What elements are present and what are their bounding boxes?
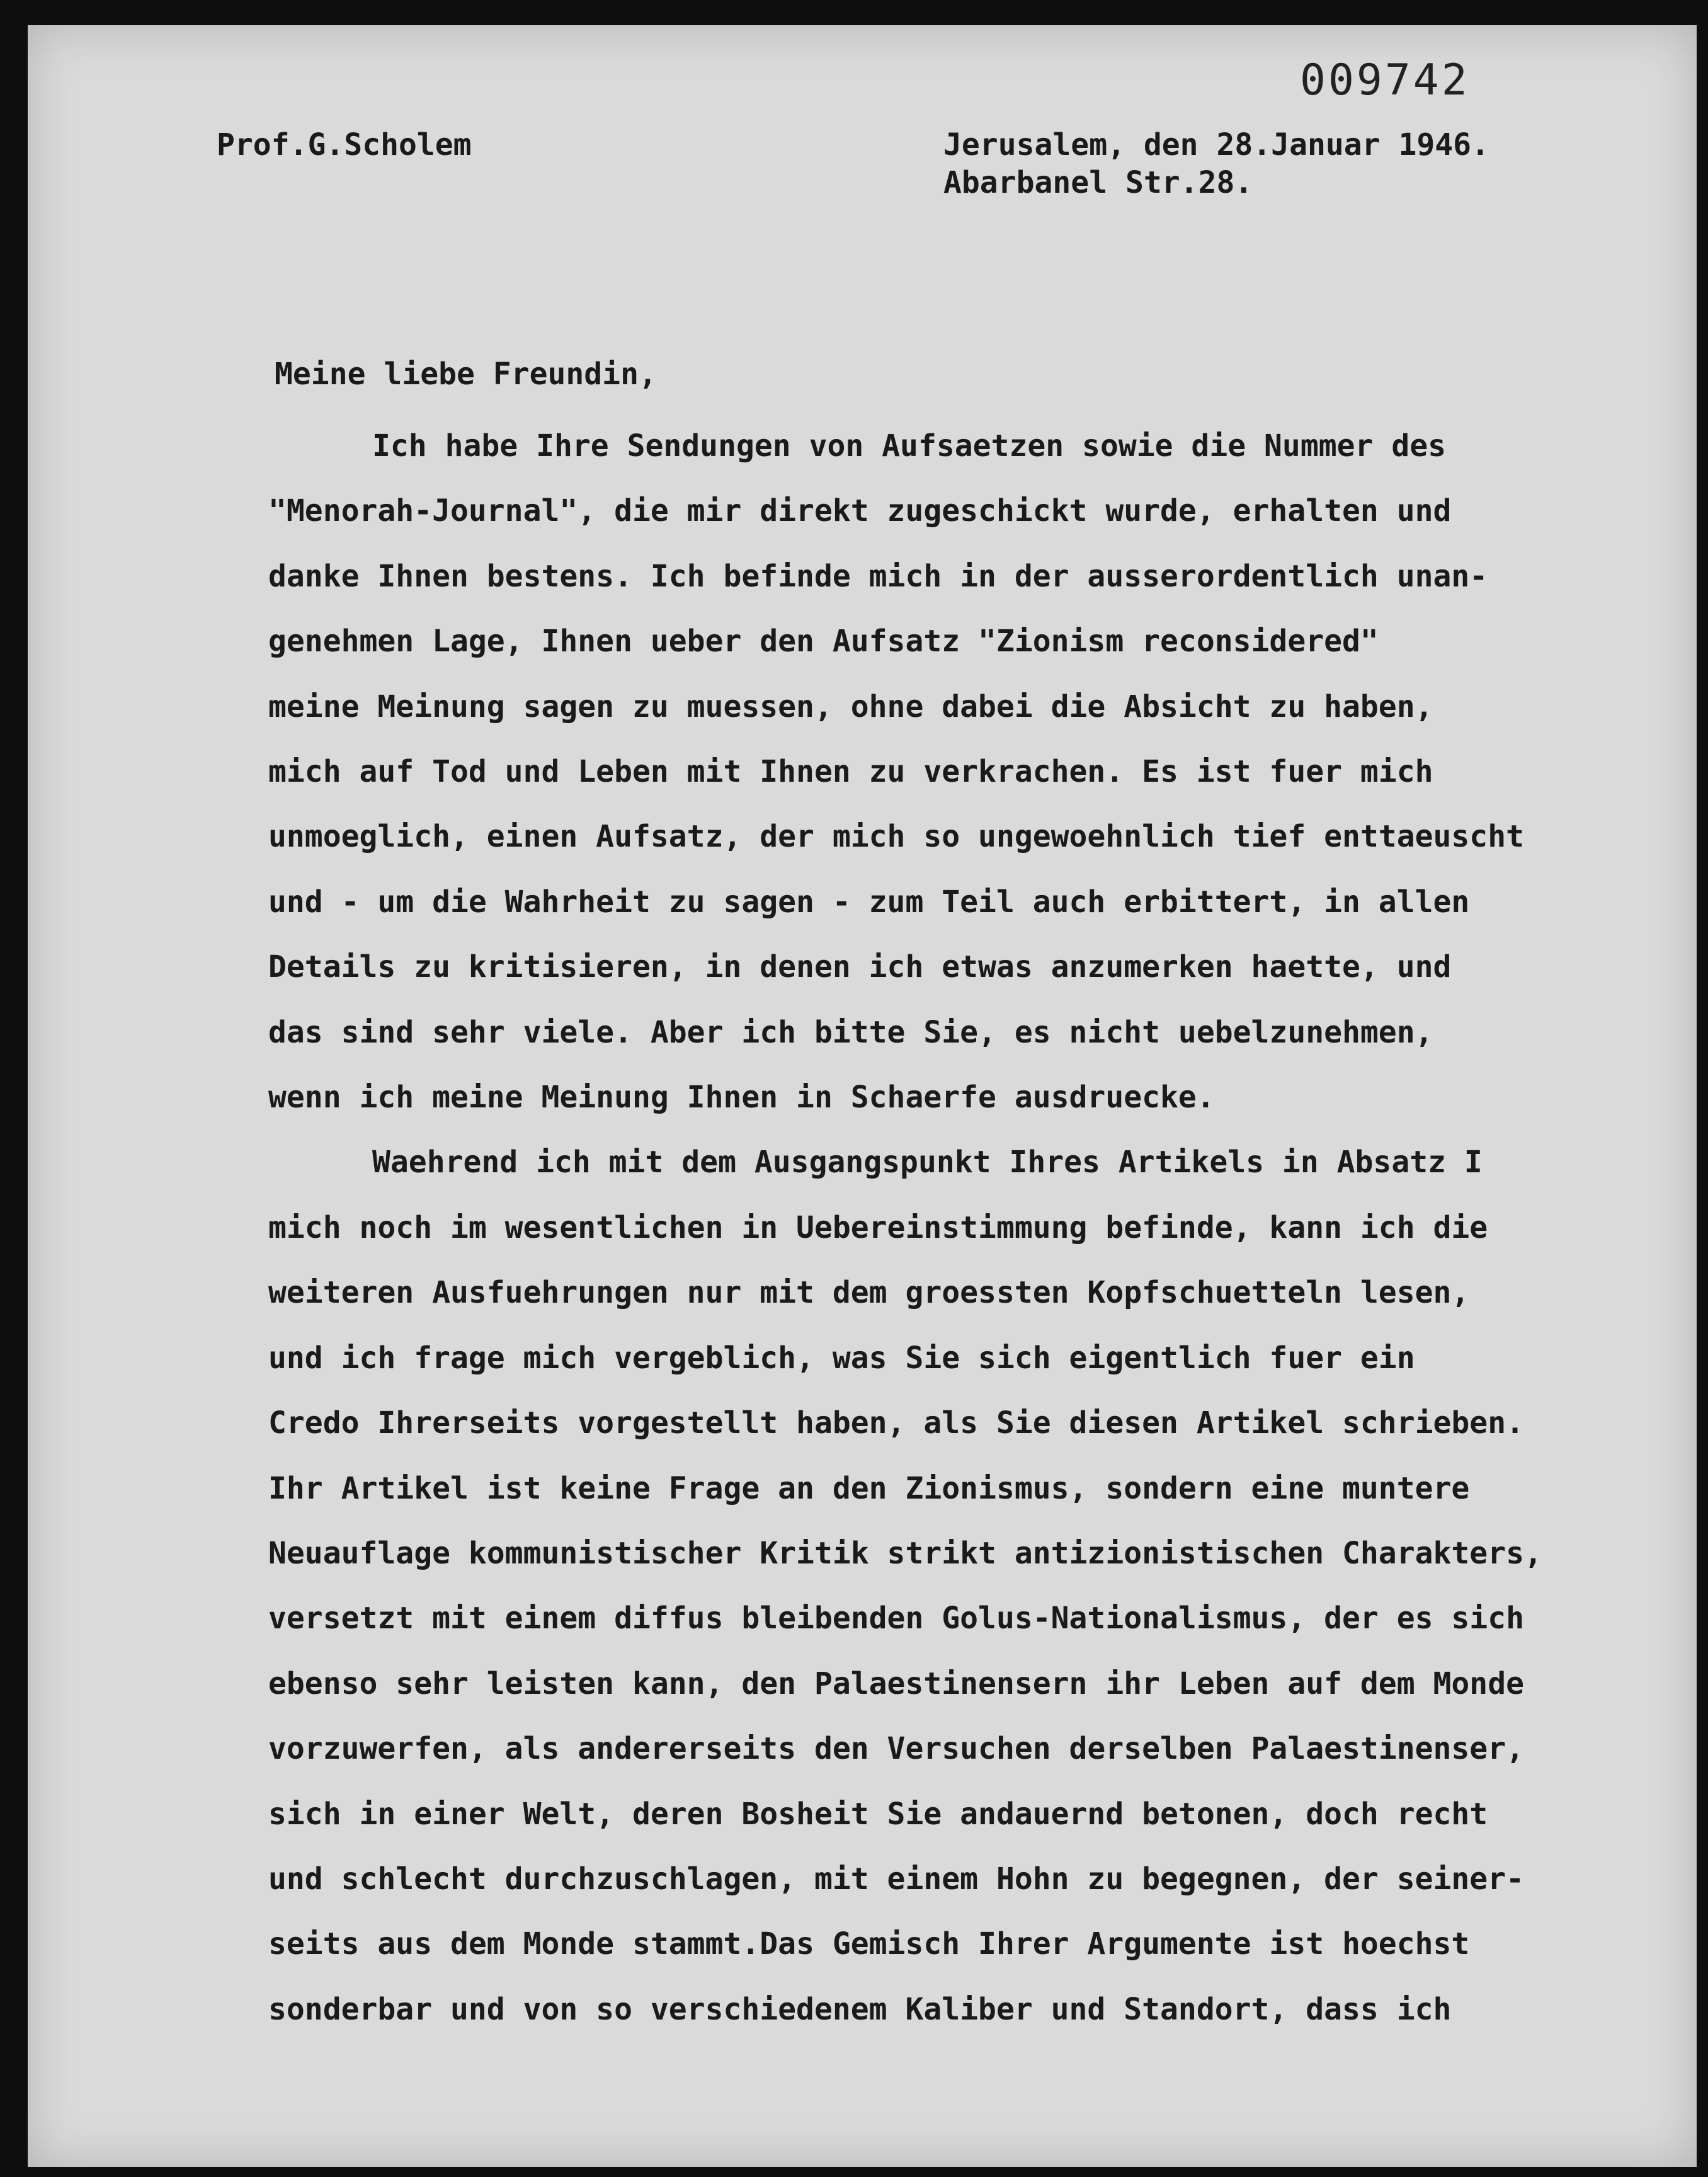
salutation: Meine liebe Freundin, [275, 357, 657, 392]
body-line: "Menorah-Journal", die mir direkt zugeschickt wurde, erhalten und [268, 493, 1452, 529]
body-line: versetzt mit einem diffus bleibenden Golus-Nationalismus, der es sich [268, 1601, 1524, 1637]
body-line: weiteren Ausfuehrungen nur mit dem groessten Kopfschuetteln lesen, [268, 1275, 1470, 1311]
body-line: mich noch im wesentlichen in Uebereinstimmung befinde, kann ich die [268, 1209, 1488, 1245]
body-line: unmoeglich, einen Aufsatz, der mich so ungewoehnlich tief enttaeuscht [268, 819, 1524, 855]
body-line: Waehrend ich mit dem Ausgangspunkt Ihres Artikels in Absatz I [372, 1145, 1483, 1180]
body-line: ebenso sehr leisten kann, den Palaestinensern ihr Leben auf dem Monde [268, 1666, 1524, 1701]
body-line: und schlecht durchzuschlagen, mit einem Hohn zu begegnen, der seiner- [268, 1861, 1524, 1897]
sender-name: Prof.G.Scholem [217, 127, 472, 163]
body-line: Ich habe Ihre Sendungen von Aufsaetzen sowie die Nummer des [372, 428, 1447, 464]
body-line: danke Ihnen bestens. Ich befinde mich in der ausserordentlich unan- [268, 558, 1488, 594]
body-line: Ihr Artikel ist keine Frage an den Zionismus, sondern eine muntere [268, 1470, 1470, 1506]
body-line: Credo Ihrerseits vorgestellt haben, als Sie diesen Artikel schrieben. [268, 1405, 1524, 1441]
body-line: mich auf Tod und Leben mit Ihnen zu verkrachen. Es ist fuer mich [268, 754, 1433, 790]
body-line: genehmen Lage, Ihnen ueber den Aufsatz "Zionism reconsidered" [268, 624, 1379, 660]
body-line: Details zu kritisieren, in denen ich etwas anzumerken haette, und [268, 949, 1452, 985]
letter-body [268, 414, 1654, 2042]
body-line: meine Meinung sagen zu muessen, ohne dabei die Absicht zu haben, [268, 689, 1433, 724]
body-line: vorzuwerfen, als andererseits den Versuchen derselben Palaestinenser, [268, 1731, 1524, 1767]
body-line: das sind sehr viele. Aber ich bitte Sie, es nicht uebelzunehmen, [268, 1014, 1433, 1050]
letter-page [28, 25, 1697, 2167]
body-line: sonderbar und von so verschiedenem Kaliber und Standort, dass ich [268, 1991, 1452, 2027]
place-and-date: Jerusalem, den 28.Januar 1946. [943, 127, 1489, 163]
sender-address: Abarbanel Str.28. [943, 165, 1253, 200]
document-number: 009742 [1300, 55, 1470, 105]
body-line: sich in einer Welt, deren Bosheit Sie andauernd betonen, doch recht [268, 1796, 1488, 1832]
body-line: Neuauflage kommunistischer Kritik strikt antizionistischen Charakters, [268, 1535, 1542, 1571]
body-line: wenn ich meine Meinung Ihnen in Schaerfe ausdruecke. [268, 1080, 1215, 1116]
body-line: seits aus dem Monde stammt.Das Gemisch Ihrer Argumente ist hoechst [268, 1926, 1470, 1962]
body-line: und - um die Wahrheit zu sagen - zum Teil auch erbittert, in allen [268, 884, 1470, 920]
body-line: und ich frage mich vergeblich, was Sie sich eigentlich fuer ein [268, 1340, 1415, 1376]
